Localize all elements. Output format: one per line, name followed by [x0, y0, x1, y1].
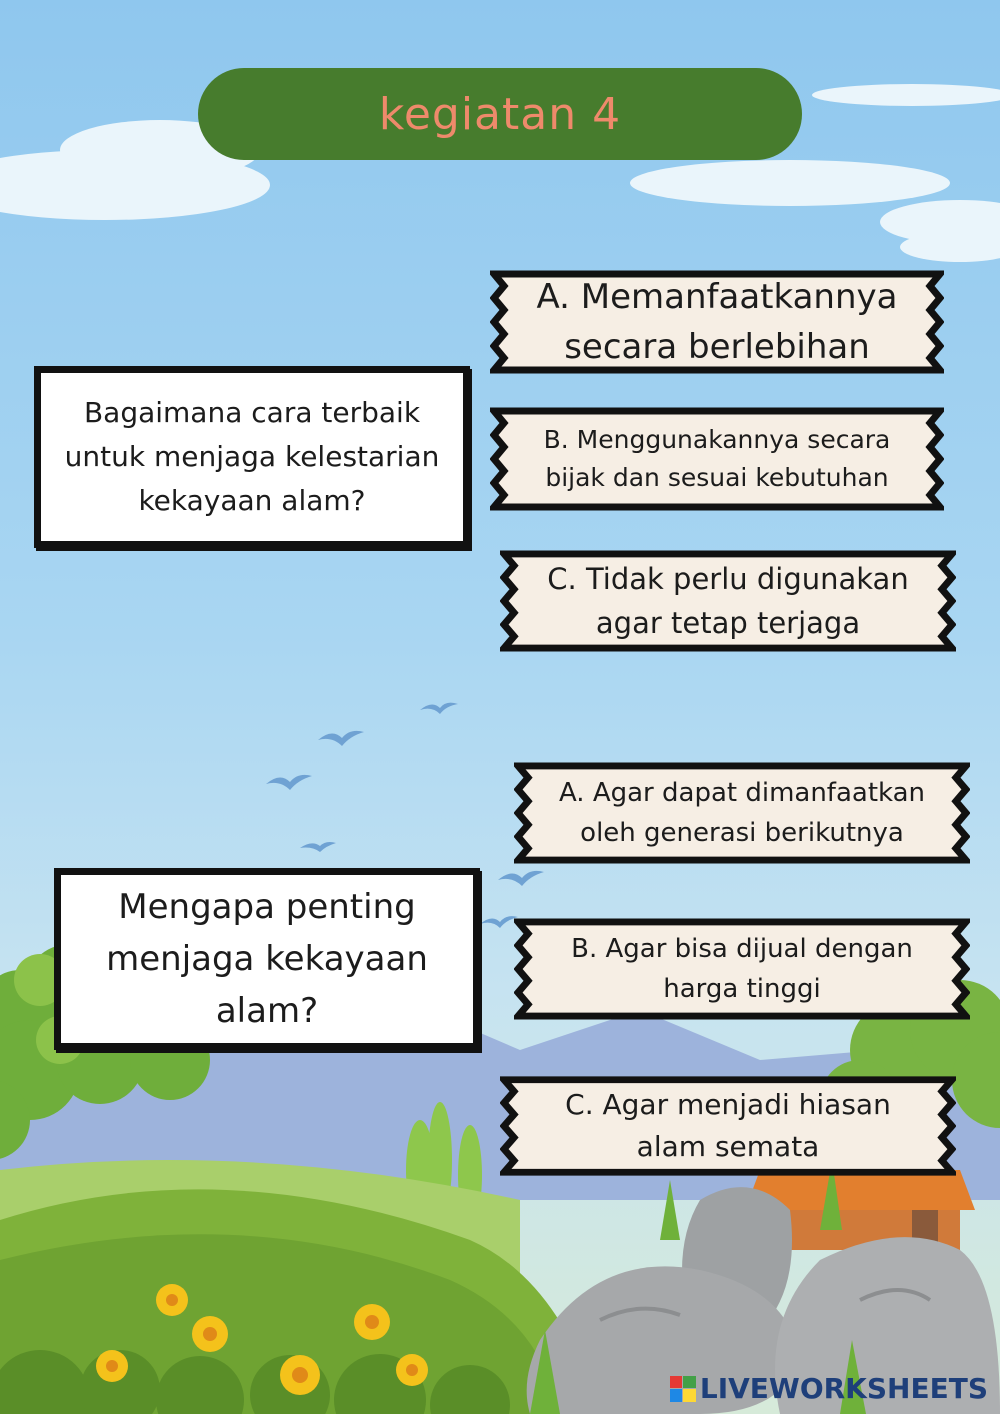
page-title: kegiatan 4: [378, 88, 622, 140]
question-2-text: Mengapa penting menjaga kekayaan alam?: [106, 887, 428, 1031]
question-2-option-a[interactable]: [514, 760, 970, 866]
question-1-option-b[interactable]: [490, 405, 944, 513]
title-banner: [198, 68, 802, 160]
question-1-option-c[interactable]: [500, 548, 956, 654]
question-2-box: [54, 868, 480, 1050]
liveworksheets-logo-icon: [670, 1376, 696, 1402]
option-label: A. Memanfaatkannya secara berlebihan: [536, 277, 898, 367]
option-label: B. Menggunakannya secara bijak dan sesuai kebutuhan: [543, 425, 891, 492]
question-2-option-c[interactable]: [500, 1074, 956, 1178]
question-2-option-b[interactable]: [514, 916, 970, 1022]
question-1-text: Bagaimana cara terbaik untuk menjaga kelestarian kekayaan alam?: [64, 396, 440, 517]
liveworksheets-watermark[interactable]: [670, 1372, 988, 1405]
option-label: C. Agar menjadi hiasan alam semata: [565, 1088, 891, 1163]
option-label: B. Agar bisa dijual dengan harga tinggi: [571, 934, 913, 1004]
watermark-text: LIVEWORKSHEETS: [699, 1372, 988, 1405]
question-1-box: [34, 366, 470, 548]
option-label: C. Tidak perlu digunakan agar tetap terjaga: [547, 562, 909, 640]
question-1-option-a[interactable]: [490, 268, 944, 376]
option-label: A. Agar dapat dimanfaatkan oleh generasi berikutnya: [558, 778, 926, 848]
